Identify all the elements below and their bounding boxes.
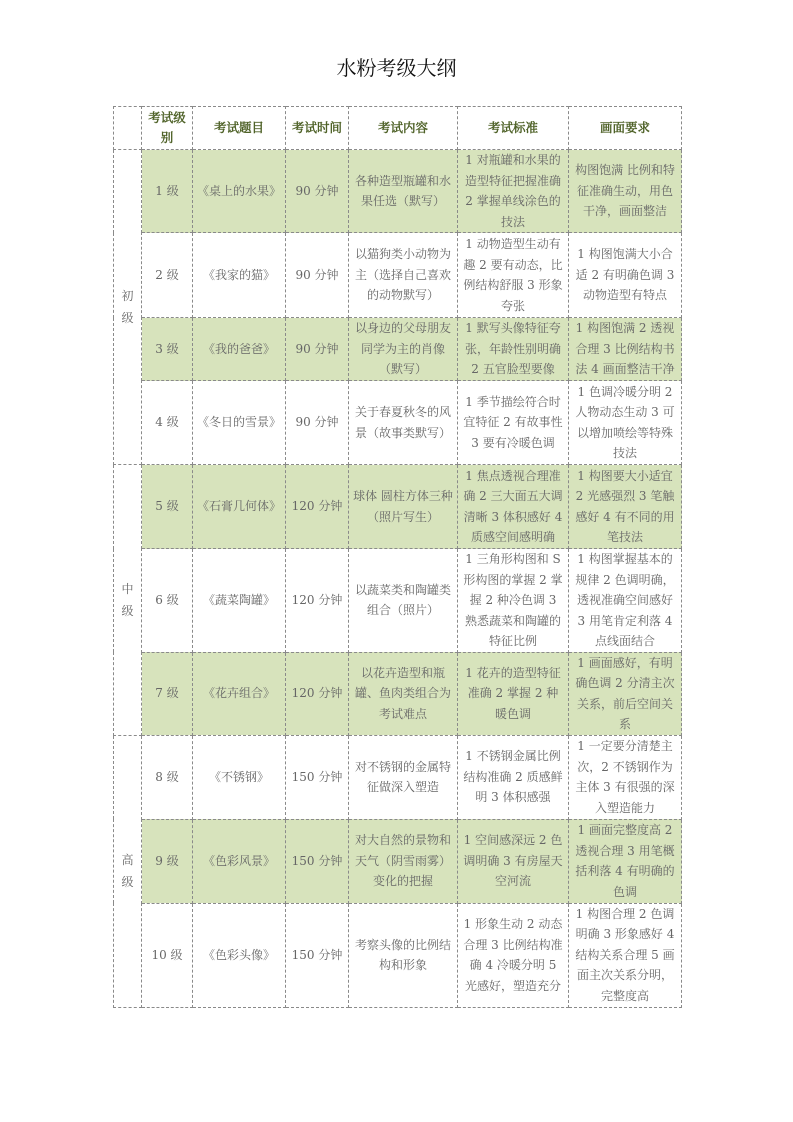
cell-standard: 1 动物造型生动有趣 2 要有动态，比例结构舒服 3 形象夸张: [458, 233, 569, 318]
header-requirement: 画面要求: [569, 107, 682, 150]
cell-topic: 《色彩头像》: [193, 903, 286, 1007]
cell-time: 90 分钟: [286, 233, 349, 318]
cell-standard: 1 对瓶罐和水果的造型特征把握准确 2 掌握单线涂色的技法: [458, 150, 569, 233]
cell-content: 考察头像的比例结构和形象: [349, 903, 458, 1007]
cell-requirement: 1 色调冷暖分明 2 人物动态生动 3 可以增加喷绘等特殊技法: [569, 381, 682, 465]
cell-standard: 1 季节描绘符合时宜特征 2 有故事性 3 要有冷暖色调: [458, 381, 569, 465]
cell-time: 90 分钟: [286, 318, 349, 381]
table-row: [114, 819, 682, 903]
cell-standard: 1 焦点透视合理准确 2 三大面五大调清晰 3 体积感好 4 质感空间感明确: [458, 465, 569, 549]
cell-standard: 1 形象生动 2 动态合理 3 比例结构准确 4 冷暖分明 5 光感好，塑造充分: [458, 903, 569, 1007]
cell-content: 以蔬菜类和陶罐类组合（照片）: [349, 549, 458, 653]
table-row: [114, 381, 682, 465]
cell-level: 4 级: [142, 381, 193, 465]
group-label: 高级: [121, 853, 134, 889]
cell-content: 关于春夏秋冬的风景（故事类默写）: [349, 381, 458, 465]
cell-topic: 《我家的猫》: [193, 233, 286, 318]
cell-topic: 《我的爸爸》: [193, 318, 286, 381]
header-time: 考试时间: [286, 107, 349, 150]
group-cell: [114, 150, 142, 465]
cell-content: 球体 圆柱方体三种（照片写生）: [349, 465, 458, 549]
cell-time: 90 分钟: [286, 150, 349, 233]
cell-content: 各种造型瓶罐和水果任选（默写）: [349, 150, 458, 233]
cell-requirement: 1 构图合理 2 色调明确 3 形象感好 4 结构关系合理 5 画面主次关系分明，完整度高: [569, 903, 682, 1007]
cell-requirement: 1 画面完整度高 2 透视合理 3 用笔概括利落 4 有明确的色调: [569, 819, 682, 903]
cell-time: 150 分钟: [286, 819, 349, 903]
cell-requirement: 1 构图饱满大小合适 2 有明确色调 3 动物造型有特点: [569, 233, 682, 318]
cell-topic: 《色彩风景》: [193, 819, 286, 903]
header-group: [114, 107, 142, 150]
cell-level: 1 级: [142, 150, 193, 233]
header-row: [114, 107, 682, 150]
cell-topic: 《石膏几何体》: [193, 465, 286, 549]
cell-requirement: 1 画面感好，有明确色调 2 分清主次关系，前后空间关系: [569, 652, 682, 735]
cell-requirement: 1 构图饱满 2 透视合理 3 比例结构书法 4 画面整洁干净: [569, 318, 682, 381]
table-row: [114, 318, 682, 381]
cell-content: 以身边的父母朋友同学为主的肖像（默写）: [349, 318, 458, 381]
table-row: [114, 233, 682, 318]
header-standard: 考试标准: [458, 107, 569, 150]
cell-level: 5 级: [142, 465, 193, 549]
document-title: 水粉考级大纲: [336, 56, 457, 80]
cell-level: 7 级: [142, 652, 193, 735]
table-row: [114, 465, 682, 549]
cell-topic: 《花卉组合》: [193, 652, 286, 735]
table-row: [114, 549, 682, 653]
group-label: 初级: [121, 289, 134, 325]
cell-standard: 1 花卉的造型特征准确 2 掌握 2 种暖色调: [458, 652, 569, 735]
cell-time: 150 分钟: [286, 735, 349, 819]
cell-requirement: 构图饱满 比例和特征准确生动，用色干净，画面整洁: [569, 150, 682, 233]
cell-content: 对大自然的景物和天气（阴雪雨雾）变化的把握: [349, 819, 458, 903]
cell-level: 3 级: [142, 318, 193, 381]
cell-requirement: 1 构图要大小适宜 2 光感强烈 3 笔触感好 4 有不同的用笔技法: [569, 465, 682, 549]
cell-content: 以花卉造型和瓶罐、鱼肉类组合为考试难点: [349, 652, 458, 735]
exam-outline-table: [113, 106, 682, 1008]
cell-time: 90 分钟: [286, 381, 349, 465]
header-topic: 考试题目: [193, 107, 286, 150]
cell-level: 9 级: [142, 819, 193, 903]
cell-standard: 1 三角形构图和 S 形构图的掌握 2 掌握 2 种冷色调 3 熟悉蔬菜和陶罐的特征比例: [458, 549, 569, 653]
table-row: [114, 735, 682, 819]
cell-level: 10 级: [142, 903, 193, 1007]
group-label: 中级: [121, 581, 134, 618]
cell-topic: 《蔬菜陶罐》: [193, 549, 286, 653]
cell-time: 150 分钟: [286, 903, 349, 1007]
cell-requirement: 1 一定要分清楚主次，2 不锈钢作为主体 3 有很强的深入塑造能力: [569, 735, 682, 819]
cell-topic: 《桌上的水果》: [193, 150, 286, 233]
cell-content: 以猫狗类小动物为主（选择自己喜欢的动物默写）: [349, 233, 458, 318]
group-cell: [114, 465, 142, 736]
header-content: 考试内容: [349, 107, 458, 150]
cell-level: 6 级: [142, 549, 193, 653]
cell-standard: 1 不锈钢金属比例结构准确 2 质感鲜明 3 体积感强: [458, 735, 569, 819]
table-row: [114, 652, 682, 735]
cell-time: 120 分钟: [286, 465, 349, 549]
cell-time: 120 分钟: [286, 652, 349, 735]
table-row: [114, 150, 682, 233]
table-row: [114, 903, 682, 1007]
group-cell: [114, 735, 142, 1007]
cell-topic: 《不锈钢》: [193, 735, 286, 819]
cell-topic: 《冬日的雪景》: [193, 381, 286, 465]
cell-content: 对不锈钢的金属特征做深入塑造: [349, 735, 458, 819]
cell-requirement: 1 构图掌握基本的规律 2 色调明确，透视准确空间感好 3 用笔肯定利落 4 点线面结合: [569, 549, 682, 653]
cell-level: 2 级: [142, 233, 193, 318]
cell-level: 8 级: [142, 735, 193, 819]
cell-standard: 1 默写头像特征夸张，年龄性别明确 2 五官脸型要像: [458, 318, 569, 381]
cell-time: 120 分钟: [286, 549, 349, 653]
header-level: 考试级别: [142, 107, 193, 150]
cell-standard: 1 空间感深远 2 色调明确 3 有房屋天空河流: [458, 819, 569, 903]
